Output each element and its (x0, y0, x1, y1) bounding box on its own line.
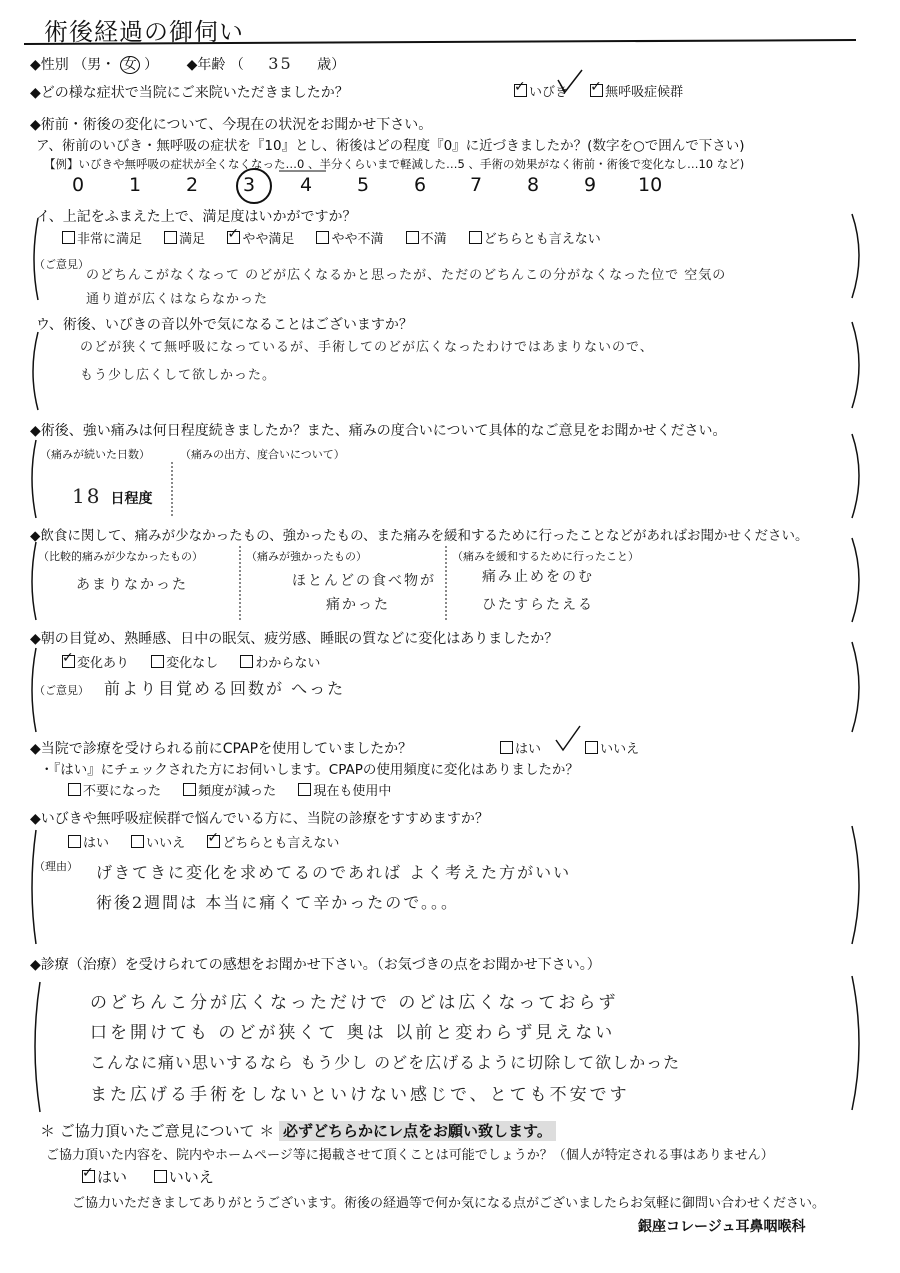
symptom-options (514, 81, 683, 100)
recommend-line2: 術後2週間は 本当に痛くて辛かったので。。。 (96, 893, 459, 912)
pain-days-value[interactable]: 18 (72, 484, 102, 508)
cpap-followup: ・『はい』にチェックされた方にお伺いします。CPAPの使用頻度に変化はありましたか？ (40, 762, 579, 778)
other-line1: のどが狭くて無呼吸になっているが、手術してのどが広くなったわけではあまりないので、 (80, 340, 654, 355)
checkbox-somewhat-satisfied[interactable] (227, 231, 240, 244)
cpap-options (500, 738, 639, 757)
option-somewhat-unsatisfied[interactable]: やや不満 (316, 232, 383, 247)
option-changed[interactable]: ✓変化あり (62, 656, 129, 671)
recommend-question: ◆いびきや無呼吸症候群で悩んでいる方に、当院の診療をすすめますか？ (30, 811, 489, 827)
scale-1[interactable]: 1 (129, 174, 142, 196)
scale-10[interactable]: 10 (638, 174, 663, 196)
option-recommend-no[interactable]: いいえ (131, 836, 185, 851)
checkbox-neither[interactable] (469, 231, 482, 244)
scale-2[interactable]: 2 (186, 174, 199, 196)
satisfaction-opinion-line2: 通り道が広くはならなかった (86, 292, 269, 307)
option-satisfied[interactable]: 満足 (164, 232, 205, 247)
other-line2: もう少し広くして欲しかった。 (80, 368, 277, 383)
other-question: ウ、術後、いびきの音以外で気になることはございますか？ (36, 317, 413, 333)
checkbox-changed[interactable] (62, 655, 75, 668)
change-a-text: ア、術前のいびき・無呼吸の症状を『10』とし、術後はどの程度『0』に近づきましたか？(数字を○で囲んで下さい) (36, 138, 745, 154)
option-frequency-reduced[interactable]: 頻度が減った (183, 784, 276, 799)
consent-header-right: 必ずどちらかにレ点をお願い致します。 (279, 1121, 556, 1141)
food-col3-line1: 痛み止めをのむ (482, 569, 594, 585)
pain-degree-label: （痛みの出方、度合いについて） (180, 448, 345, 461)
sex-female[interactable]: 女 (120, 56, 140, 74)
morning-options (62, 652, 320, 671)
consent-thanks: ご協力いただきましてありがとうございます。術後の経過等で何か気になる点がございましたらお気軽に御問い合わせください。 (72, 1196, 825, 1211)
pain-days-unit: 日程度 (110, 491, 153, 507)
food-col1-text: あまりなかった (76, 577, 188, 593)
scale-0[interactable]: 0 (72, 174, 85, 196)
food-col2-line2: 痛かった (326, 597, 390, 613)
age-label: ◆年齢 (186, 57, 226, 73)
scale-3[interactable]: 3 (243, 174, 256, 196)
checkbox-unchanged[interactable] (151, 655, 164, 668)
pain-days (72, 484, 153, 508)
consent-header-left: ＊ ご協力頂いたご意見について ＊ (40, 1122, 275, 1140)
change-example: 【例】いびきや無呼吸の症状が全くなくなった…0 、半分くらいまで軽減した…5 、手術の効果がなく術前・術後で変化なし…10 など) (44, 157, 745, 171)
food-col2-line1: ほとんどの食べ物が (292, 573, 436, 589)
option-consent-yes[interactable]: ✓はい (82, 1168, 127, 1186)
impression-question: ◆診療（治療）を受けられての感想をお聞かせ下さい。（お気づきの点をお聞かせ下さい。） (30, 957, 601, 973)
option-neither[interactable]: どちらとも言えない (469, 232, 601, 247)
clinic-name: 銀座コレージュ耳鼻咽喉科 (638, 1219, 806, 1235)
scale-4[interactable]: 4 (300, 174, 313, 196)
option-apnea[interactable]: ✓ 無呼吸症候群 (590, 85, 683, 100)
age-open: （ (229, 57, 244, 73)
checkbox-unsatisfied[interactable] (406, 231, 419, 244)
checkbox-recommend-yes[interactable] (68, 835, 81, 848)
sex-label: ◆性別 (30, 57, 69, 73)
change-question: ◆術前・術後の変化について、今現在の状況をお聞かせ下さい。 (30, 117, 433, 133)
option-unchanged[interactable]: 変化なし (151, 656, 218, 671)
opinion-label: （ご意見） (34, 258, 89, 271)
checkbox-cpap-no[interactable] (585, 741, 598, 754)
option-cpap-yes[interactable]: はい (500, 742, 541, 757)
sex-close: ） (144, 57, 159, 73)
impression-line1: のどちんこ分が広くなっただけで のどは広くなっておらず (90, 993, 619, 1013)
morning-opinion-text: 前より目覚める回数が へった (104, 679, 346, 698)
food-col3-line2: ひたすらたえる (482, 597, 594, 613)
food-question: ◆飲食に関して、痛みが少なかったもの、強かったもの、また痛みを緩和するために行ったことなどがあればお聞かせください。 (30, 528, 809, 544)
checkbox-consent-no[interactable] (154, 1170, 167, 1183)
impression-line4: また広げる手術をしないといけない感じで、とても不安です (90, 1085, 630, 1105)
option-snoring[interactable]: ✓ いびき (514, 85, 568, 100)
option-consent-no[interactable]: いいえ (154, 1168, 214, 1186)
scale-9[interactable]: 9 (584, 174, 597, 196)
morning-question: ◆朝の目覚め、熟睡感、日中の眠気、疲労感、睡眠の質などに変化はありましたか？ (30, 631, 559, 647)
checkbox-still-using[interactable] (298, 783, 311, 796)
option-somewhat-satisfied[interactable]: ✓ やや満足 (227, 232, 294, 247)
age-unit: 歳） (317, 57, 346, 73)
age-value[interactable]: 35 (268, 54, 293, 73)
recommend-line1: げきてきに変化を求めてるのであれば よく考えた方がいい (96, 863, 572, 882)
sex-open: （男・ (73, 57, 116, 73)
scale-5[interactable]: 5 (357, 174, 370, 196)
consent-header (40, 1120, 556, 1141)
checkbox-apnea[interactable] (590, 84, 603, 97)
food-col1-label: （比較的痛みが少なかったもの） (38, 550, 203, 563)
checkbox-consent-yes[interactable] (82, 1170, 95, 1183)
option-still-using[interactable]: 現在も使用中 (298, 784, 391, 799)
checkbox-recommend-neither[interactable] (207, 835, 220, 848)
satisfaction-opinion-line1: のどちんこがなくなって のどが広くなるかと思ったが、ただのどちんこの分がなくなった位で 空気の (86, 268, 727, 283)
option-no-longer-needed[interactable]: 不要になった (68, 784, 161, 799)
symptom-question: ◆どの様な症状で当院にご来院いただきましたか？ (30, 85, 349, 101)
checkbox-very-satisfied[interactable] (62, 231, 75, 244)
checkbox-no-longer-needed[interactable] (68, 783, 81, 796)
checkbox-somewhat-unsatisfied[interactable] (316, 231, 329, 244)
cpap-question: ◆当院で診療を受けられる前にCPAPを使用していましたか？ (30, 741, 413, 757)
checkbox-cpap-yes[interactable] (500, 741, 513, 754)
food-col3-label: （痛みを緩和するために行ったこと） (452, 550, 639, 563)
morning-opinion-label: （ご意見） (34, 684, 89, 697)
consent-question: ご協力頂いた内容を、院内やホームページ等に掲載させて頂くことは可能でしょうか？（個人が特定される事はありません） (46, 1148, 774, 1163)
impression-line3: こんなに痛い思いするなら もう少し のどを広げるように切除して欲しかった (90, 1053, 681, 1072)
pain-days-label: （痛みが続いた日数） (40, 448, 150, 461)
satisfaction-question: イ、上記をふまえた上で、満足度はいかがですか？ (36, 209, 357, 225)
option-unsatisfied[interactable]: 不満 (406, 232, 447, 247)
selected-circle (236, 168, 272, 204)
option-unknown[interactable]: わからない (240, 656, 320, 671)
option-recommend-yes[interactable]: はい (68, 836, 109, 851)
scale-6[interactable]: 6 (414, 174, 427, 196)
option-recommend-neither[interactable]: ✓ どちらとも言えない (207, 836, 339, 851)
checkbox-recommend-no[interactable] (131, 835, 144, 848)
recommend-options (68, 832, 339, 851)
satisfaction-options (62, 228, 601, 247)
reason-label: （理由） (34, 860, 78, 873)
checkbox-satisfied[interactable] (164, 231, 177, 244)
consent-options (82, 1166, 214, 1187)
scale-8[interactable]: 8 (527, 174, 540, 196)
checkbox-frequency-reduced[interactable] (183, 783, 196, 796)
impression-line2: 口を開けても のどが狭くて 奥は 以前と変わらず見えない (90, 1023, 616, 1043)
option-very-satisfied[interactable]: 非常に満足 (62, 232, 142, 247)
page-title: 術後経過の御伺い (44, 18, 244, 46)
pain-question: ◆術後、強い痛みは何日程度続きましたか？また、痛みの度合いについて具体的なご意見をお聞かせください。 (30, 423, 727, 439)
scale-7[interactable]: 7 (470, 174, 483, 196)
checkbox-snoring[interactable] (514, 84, 527, 97)
option-cpap-no[interactable]: いいえ (585, 742, 639, 757)
checkbox-unknown[interactable] (240, 655, 253, 668)
food-col2-label: （痛みが強かったもの） (246, 550, 367, 563)
cpap-follow-options (68, 780, 391, 799)
